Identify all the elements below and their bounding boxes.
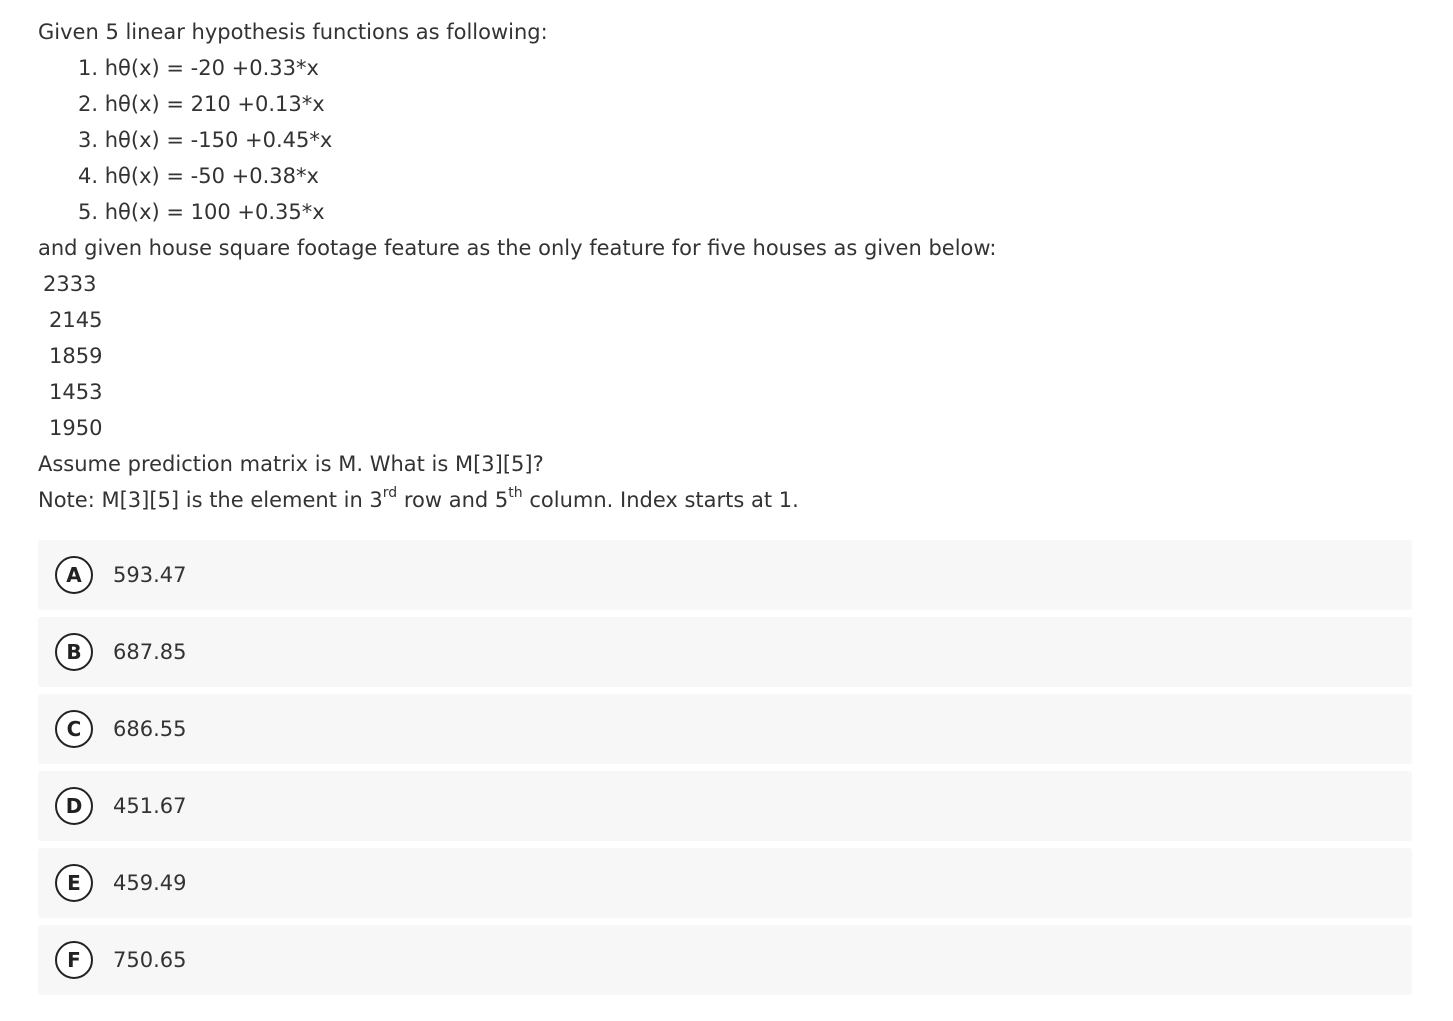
feature-list	[38, 266, 1418, 446]
feature-value: 1453	[49, 380, 103, 404]
features-intro: and given house square footage feature as the only feature for five houses as given below:	[38, 236, 997, 260]
hypothesis-expression: hθ(x) = -50 +0.38*x	[104, 164, 319, 188]
feature-value: 2333	[43, 272, 97, 296]
hypothesis-list	[38, 50, 1418, 230]
hypothesis-number: 3.	[78, 128, 99, 152]
hypothesis-expression: hθ(x) = -20 +0.33*x	[104, 56, 319, 80]
option-value: 686.55	[113, 717, 187, 741]
answer-options	[38, 540, 1412, 1002]
option-letter-badge: C	[55, 710, 93, 748]
note-text: Note: M[3][5] is the element in 3	[38, 488, 383, 512]
note-text: column. Index starts at 1.	[522, 488, 799, 512]
feature-value: 2145	[49, 308, 103, 332]
hypothesis-item	[38, 122, 1418, 158]
hypothesis-item	[38, 194, 1418, 230]
hypothesis-expression: hθ(x) = 100 +0.35*x	[104, 200, 325, 224]
note-superscript: th	[508, 485, 523, 501]
option-c[interactable]	[38, 694, 1412, 764]
question-note	[38, 482, 1418, 518]
option-a[interactable]	[38, 540, 1412, 610]
option-b[interactable]	[38, 617, 1412, 687]
option-e[interactable]	[38, 848, 1412, 918]
hypothesis-number: 5.	[78, 200, 99, 224]
hypothesis-item	[38, 158, 1418, 194]
feature-value: 1950	[49, 416, 103, 440]
option-f[interactable]	[38, 925, 1412, 995]
hypothesis-number: 2.	[78, 92, 99, 116]
hypothesis-number: 4.	[78, 164, 99, 188]
note-text: row and 5	[397, 488, 509, 512]
hypothesis-expression: hθ(x) = 210 +0.13*x	[104, 92, 325, 116]
option-letter-badge: A	[55, 556, 93, 594]
hypothesis-item	[38, 50, 1418, 86]
question-prompt: Assume prediction matrix is M. What is M[3][5]?	[38, 452, 544, 476]
hypothesis-item	[38, 86, 1418, 122]
option-d[interactable]	[38, 771, 1412, 841]
hypothesis-expression: hθ(x) = -150 +0.45*x	[104, 128, 333, 152]
feature-value: 1859	[49, 344, 103, 368]
option-letter-badge: D	[55, 787, 93, 825]
hypothesis-number: 1.	[78, 56, 99, 80]
option-letter-badge: E	[55, 864, 93, 902]
option-value: 459.49	[113, 871, 187, 895]
option-letter-badge: F	[55, 941, 93, 979]
option-value: 451.67	[113, 794, 187, 818]
option-value: 750.65	[113, 948, 187, 972]
note-superscript: rd	[382, 485, 398, 501]
option-letter-badge: B	[55, 633, 93, 671]
question-intro: Given 5 linear hypothesis functions as following:	[38, 20, 548, 44]
question-text	[38, 14, 1418, 518]
option-value: 687.85	[113, 640, 187, 664]
option-value: 593.47	[113, 563, 187, 587]
